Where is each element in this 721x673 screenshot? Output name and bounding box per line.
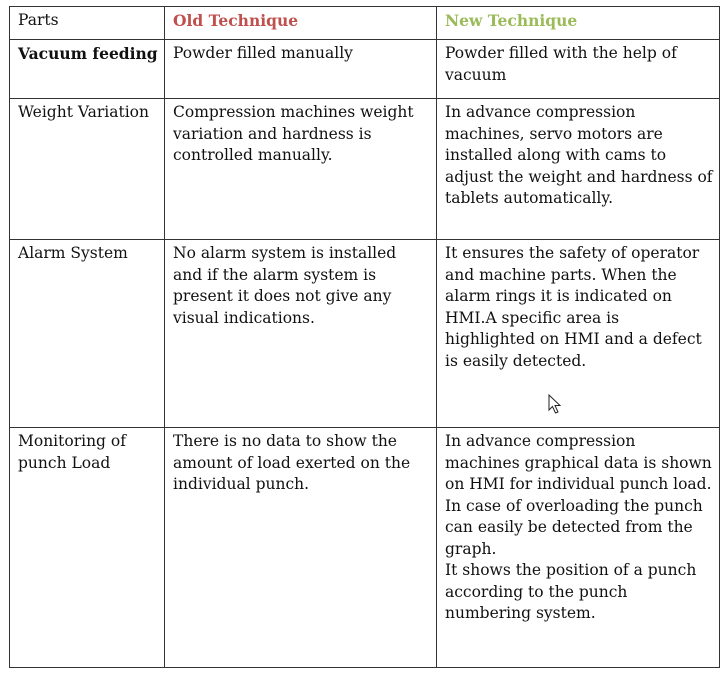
new-technique-cell: Powder filled with the help of vacuum [437, 40, 720, 99]
old-technique-cell: No alarm system is installed and if the alarm system is present it does not give any visual indications. [165, 240, 437, 428]
part-cell: Alarm System [10, 240, 165, 428]
header-row [10, 7, 720, 40]
part-cell: Weight Variation [10, 99, 165, 240]
new-technique-cell: In advance compression machines, servo motors are installed along with cams to adjust the weight and hardness of tablets automatically. [437, 99, 720, 240]
table-row [10, 428, 720, 668]
mouse-pointer-icon [548, 394, 562, 414]
new-technique-cell [437, 428, 720, 668]
old-technique-cell: There is no data to show the amount of load exerted on the individual punch. [165, 428, 437, 668]
new-technique-text: In advance compression machines graphical data is shown on HMI for individual punch load. In case of overloading the punch can easily be detected from the graph. [445, 432, 712, 558]
new-technique-extra-text: It shows the position of a punch according to the punch numbering system. [445, 561, 697, 622]
table-row [10, 99, 720, 240]
new-technique-cell: It ensures the safety of operator and machine parts. When the alarm rings it is indicated on HMI.A specific area is highlighted on HMI and a defect is easily detected. [437, 240, 720, 428]
header-parts: Parts [10, 7, 165, 40]
header-old-technique: Old Technique [165, 7, 437, 40]
header-new-technique: New Technique [437, 7, 720, 40]
comparison-table [9, 6, 720, 668]
old-technique-cell: Powder filled manually [165, 40, 437, 99]
part-cell: Monitoring of punch Load [10, 428, 165, 668]
table-row [10, 40, 720, 99]
table-row [10, 240, 720, 428]
old-technique-cell: Compression machines weight variation and hardness is controlled manually. [165, 99, 437, 240]
part-cell: Vacuum feeding [10, 40, 165, 99]
